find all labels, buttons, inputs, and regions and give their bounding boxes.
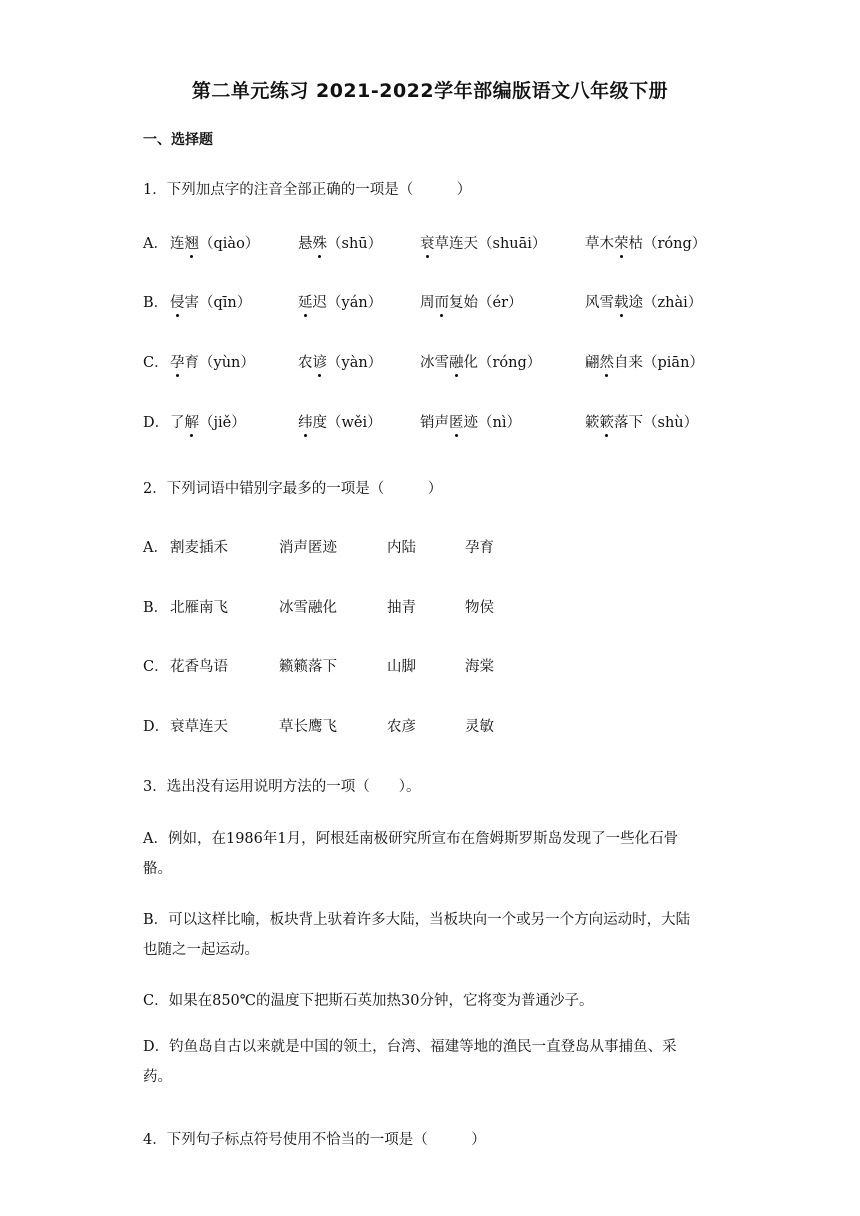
dotted-character: 翘: [185, 232, 200, 253]
question-1-option-label: B．: [143, 295, 169, 311]
question-1-word: [420, 232, 546, 253]
question-1-word: [298, 291, 382, 312]
word-suffix: 草连天（shuāi）: [434, 236, 547, 252]
question-3-option: [143, 824, 723, 884]
word-suffix: 度（wěi）: [312, 415, 382, 431]
word-suffix: 途（zhài）: [628, 295, 703, 311]
dotted-character: 孕: [170, 351, 185, 372]
word-prefix: 农: [298, 355, 313, 371]
word-prefix: 了: [170, 415, 185, 431]
word-suffix: 化（róng）: [463, 355, 542, 371]
word-suffix: 害（qīn）: [184, 295, 252, 311]
word-suffix: 复始（ér）: [449, 295, 523, 311]
dotted-character: 殊: [313, 232, 328, 253]
dotted-character: 纬: [298, 411, 313, 432]
option-line: D．钓鱼岛自古以来就是中国的领土，台湾、福建等地的渔民一直登岛从事捕鱼、采: [143, 1039, 677, 1055]
option-line-continued: 药。: [143, 1069, 172, 1085]
question-2-word: 消声匿迹: [279, 540, 337, 556]
word-prefix: 风雪: [585, 295, 614, 311]
word-suffix: （qiào）: [199, 236, 260, 252]
option-line-continued: 也随之一起运动。: [143, 942, 259, 958]
question-2-word: 孕育: [465, 540, 494, 556]
word-suffix: 迟（yán）: [312, 295, 383, 311]
word-suffix: 育（yùn）: [184, 355, 255, 371]
question-2-option-label: A．: [143, 540, 168, 556]
option-line: B．可以这样比喻，板块背上驮着许多大陆，当板块向一个或另一个方向运动时，大陆: [143, 912, 691, 928]
option-line-continued: 骼。: [143, 861, 172, 877]
question-2-option-label: C．: [143, 659, 169, 675]
dotted-character: 然: [600, 351, 615, 372]
word-prefix: 簌: [585, 415, 600, 431]
word-suffix: 迹（nì）: [463, 415, 521, 431]
question-1-word: [170, 291, 251, 312]
question-1-word: [170, 232, 259, 253]
question-4-stem: 4．下列句子标点符号使用不恰当的一项是（ ）: [143, 1132, 486, 1148]
word-suffix: （shū）: [327, 236, 383, 252]
question-2-word: 内陆: [387, 540, 416, 556]
dotted-character: 解: [185, 411, 200, 432]
word-suffix: 枯（róng）: [628, 236, 707, 252]
question-2-word: 割麦插禾: [170, 540, 228, 556]
question-2-word: 籁籁落下: [279, 659, 337, 675]
option-line: A．例如，在1986年1月，阿根廷南极研究所宣布在詹姆斯罗斯岛发现了一些化石骨: [143, 831, 679, 847]
question-1-stem: 1．下列加点字的注音全部正确的一项是（ ）: [143, 182, 472, 198]
document-title: 第二单元练习 2021-2022学年部编版语文八年级下册: [191, 80, 669, 102]
question-1-option-label: D．: [143, 415, 170, 431]
question-1-option-label: A．: [143, 236, 168, 252]
word-prefix: 草木: [585, 236, 614, 252]
dotted-character: 而: [435, 291, 450, 312]
question-1-word: [585, 291, 702, 312]
dotted-character: 匿: [449, 411, 464, 432]
question-1-word: [170, 351, 255, 372]
word-prefix: 冰雪: [420, 355, 449, 371]
section-heading: 一、选择题: [143, 132, 213, 148]
question-3-stem: 3．选出没有运用说明方法的一项（ ）。: [143, 779, 421, 795]
question-2-word: 冰雪融化: [279, 600, 337, 616]
dotted-character: 载: [614, 291, 629, 312]
word-prefix: 翩: [585, 355, 600, 371]
question-2-word: 衰草连天: [170, 719, 228, 735]
question-1-word: [585, 232, 706, 253]
question-1-word: [298, 351, 382, 372]
question-1-word: [585, 351, 704, 372]
question-1-word: [298, 411, 382, 432]
question-1-word: [298, 232, 382, 253]
question-2-word: 灵敏: [465, 719, 494, 735]
word-suffix: 落下（shù）: [614, 415, 699, 431]
question-2-word: 海棠: [465, 659, 494, 675]
question-1-word: [420, 411, 521, 432]
question-1-word: [585, 411, 698, 432]
dotted-character: 侵: [170, 291, 185, 312]
dotted-character: 簌: [600, 411, 615, 432]
dotted-character: 衰: [420, 232, 435, 253]
question-1-option-label: C．: [143, 355, 169, 371]
question-3-option: [143, 1032, 723, 1092]
question-1-word: [420, 351, 541, 372]
question-2-option-label: D．: [143, 719, 170, 735]
dotted-character: 谚: [313, 351, 328, 372]
question-2-word: 农彦: [387, 719, 416, 735]
question-2-word: 物侯: [465, 600, 494, 616]
question-1-word: [420, 291, 523, 312]
word-suffix: （jiě）: [199, 415, 246, 431]
question-2-stem: 2．下列词语中错别字最多的一项是（ ）: [143, 481, 443, 497]
question-2-word: 草长鹰飞: [279, 719, 337, 735]
word-suffix: （yàn）: [327, 355, 383, 371]
question-3-option: [143, 986, 723, 1016]
question-2-word: 抽青: [387, 600, 416, 616]
question-2-word: 山脚: [387, 659, 416, 675]
word-suffix: 自来（piān）: [614, 355, 704, 371]
question-1-word: [170, 411, 246, 432]
question-2-word: 花香鸟语: [170, 659, 228, 675]
dotted-character: 荣: [614, 232, 629, 253]
question-2-option-label: B．: [143, 600, 169, 616]
dotted-character: 融: [449, 351, 464, 372]
word-prefix: 销声: [420, 415, 449, 431]
option-line: C．如果在850℃的温度下把斯石英加热30分钟，它将变为普通沙子。: [143, 993, 594, 1009]
dotted-character: 延: [298, 291, 313, 312]
word-prefix: 连: [170, 236, 185, 252]
word-prefix: 周: [420, 295, 435, 311]
question-2-word: 北雁南飞: [170, 600, 228, 616]
word-prefix: 悬: [298, 236, 313, 252]
question-3-option: [143, 905, 723, 965]
